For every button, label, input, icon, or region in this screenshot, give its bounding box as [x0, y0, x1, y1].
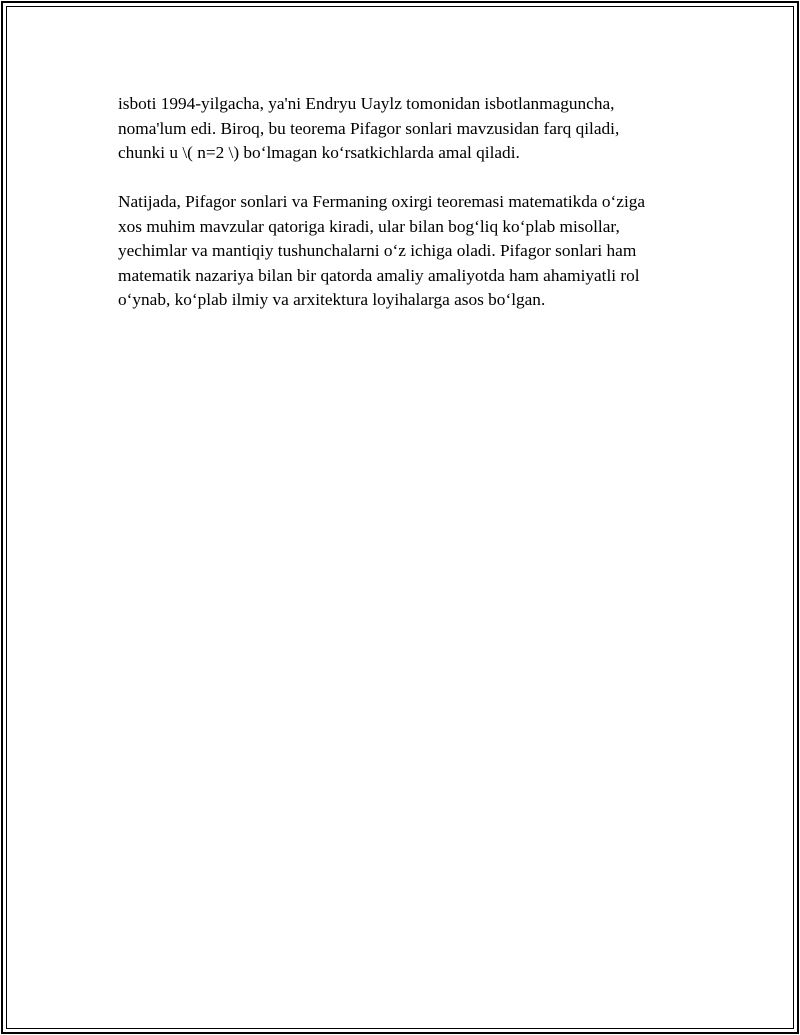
text-line: isboti 1994-yilgacha, ya'ni Endryu Uaylz tomonidan isbotlanmaguncha,: [118, 94, 615, 113]
paragraph-1: [118, 92, 698, 166]
text-line: yechimlar va mantiqiy tushunchalarni oʻz ichiga oladi. Pifagor sonlari ham: [118, 241, 637, 260]
text-line: Natijada, Pifagor sonlari va Fermaning oxirgi teoremasi matematikda oʻziga: [118, 192, 646, 211]
text-line: noma'lum edi. Biroq, bu teorema Pifagor sonlari mavzusidan farq qiladi,: [118, 118, 620, 138]
paragraph-2: [118, 190, 698, 313]
text-line: oʻynab, koʻplab ilmiy va arxitektura loyihalarga asos boʻlgan.: [118, 290, 546, 309]
text-line: xos muhim mavzular qatoriga kiradi, ular bilan bogʻliq koʻplab misollar,: [118, 216, 620, 236]
document-body: [118, 92, 698, 337]
text-line: matematik nazariya bilan bir qatorda amaliy amaliyotda ham ahamiyatli rol: [118, 265, 640, 285]
text-line: chunki u \( n=2 \) boʻlmagan koʻrsatkichlarda amal qiladi.: [118, 143, 520, 162]
